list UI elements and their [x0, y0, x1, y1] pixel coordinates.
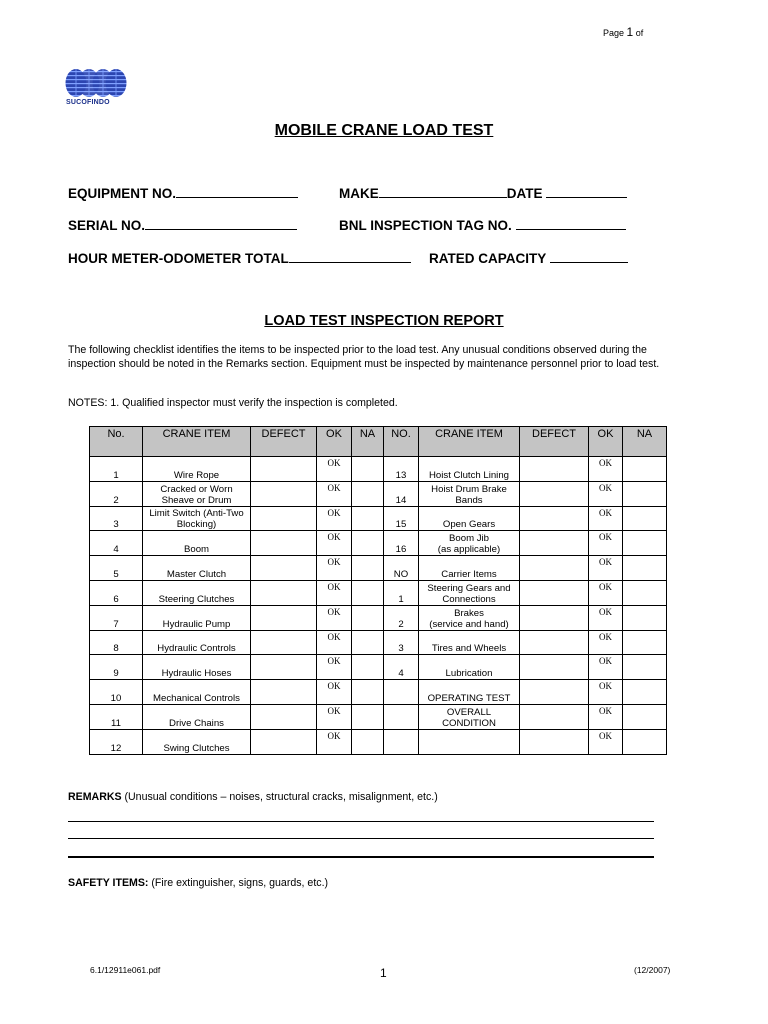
- remarks-hint: (Unusual conditions – noises, structural cracks, misalignment, etc.): [121, 791, 438, 803]
- header-cell: No.: [90, 427, 143, 457]
- defect-cell[interactable]: [520, 457, 589, 482]
- na-cell[interactable]: [352, 729, 384, 754]
- table-cell: 3: [384, 630, 419, 655]
- table-row: [90, 457, 667, 482]
- footer-file: 6.1/12911e061.pdf: [90, 965, 161, 975]
- defect-cell[interactable]: [520, 531, 589, 556]
- na-cell[interactable]: [623, 580, 667, 605]
- serial-no-line: [145, 217, 297, 230]
- safety-label: SAFETY ITEMS:: [68, 877, 149, 889]
- ok-cell[interactable]: OK: [589, 605, 623, 630]
- header-cell: OK: [589, 427, 623, 457]
- table-cell: 6: [90, 580, 143, 605]
- table-row: [90, 506, 667, 531]
- table-row: [90, 729, 667, 754]
- na-cell[interactable]: [352, 556, 384, 581]
- ok-cell[interactable]: OK: [317, 704, 352, 729]
- defect-cell[interactable]: [520, 655, 589, 680]
- ok-cell[interactable]: OK: [317, 580, 352, 605]
- na-cell[interactable]: [623, 481, 667, 506]
- table-cell: 10: [90, 680, 143, 705]
- ok-cell[interactable]: OK: [589, 580, 623, 605]
- header-cell: NO.: [384, 427, 419, 457]
- table-row: [90, 704, 667, 729]
- make-label: MAKE: [339, 186, 379, 201]
- ok-cell[interactable]: OK: [589, 630, 623, 655]
- ok-cell[interactable]: OK: [317, 531, 352, 556]
- header-cell: DEFECT: [251, 427, 317, 457]
- equipment-no-line: [176, 185, 298, 198]
- table-cell: 4: [90, 531, 143, 556]
- equipment-no-label: EQUIPMENT NO.: [68, 186, 177, 201]
- table-cell: [384, 704, 419, 729]
- defect-cell[interactable]: [520, 506, 589, 531]
- table-cell: 4: [384, 655, 419, 680]
- make-field[interactable]: [339, 185, 627, 201]
- defect-cell[interactable]: [251, 531, 317, 556]
- table-cell: Boom: [143, 531, 251, 556]
- remarks-section: [68, 791, 438, 803]
- table-cell: 15: [384, 506, 419, 531]
- ok-cell[interactable]: OK: [589, 704, 623, 729]
- table-row: [90, 655, 667, 680]
- hour-meter-field[interactable]: [68, 250, 411, 266]
- header-cell: OK: [317, 427, 352, 457]
- remarks-line-2[interactable]: [68, 838, 654, 839]
- table-cell: 14: [384, 481, 419, 506]
- ok-cell[interactable]: OK: [317, 630, 352, 655]
- ok-cell[interactable]: OK: [317, 680, 352, 705]
- ok-cell[interactable]: OK: [317, 605, 352, 630]
- header-cell: CRANE ITEM: [143, 427, 251, 457]
- ok-cell[interactable]: OK: [317, 481, 352, 506]
- ok-cell[interactable]: OK: [317, 506, 352, 531]
- table-row: [90, 680, 667, 705]
- rated-capacity-label: RATED CAPACITY: [429, 251, 547, 266]
- notes-text: NOTES: 1. Qualified inspector must verify the inspection is completed.: [68, 397, 398, 409]
- na-cell[interactable]: [352, 481, 384, 506]
- header-cell: DEFECT: [520, 427, 589, 457]
- table-cell: [419, 729, 520, 754]
- table-cell: Hydraulic Pump: [143, 605, 251, 630]
- table-cell: Master Clutch: [143, 556, 251, 581]
- page-label: Page: [603, 28, 625, 38]
- ok-cell[interactable]: OK: [589, 729, 623, 754]
- table-cell: Limit Switch (Anti-Two Blocking): [143, 506, 251, 531]
- ok-cell[interactable]: OK: [589, 556, 623, 581]
- ok-cell[interactable]: OK: [589, 457, 623, 482]
- defect-cell[interactable]: [520, 481, 589, 506]
- rated-capacity-line: [550, 250, 628, 263]
- header-cell: NA: [352, 427, 384, 457]
- report-title: LOAD TEST INSPECTION REPORT: [264, 313, 504, 329]
- na-cell[interactable]: [623, 506, 667, 531]
- defect-cell[interactable]: [251, 704, 317, 729]
- remarks-line-1[interactable]: [68, 821, 654, 822]
- defect-cell[interactable]: [520, 580, 589, 605]
- footer-page-number: 1: [380, 966, 387, 980]
- na-cell[interactable]: [623, 630, 667, 655]
- na-cell[interactable]: [352, 655, 384, 680]
- serial-no-field[interactable]: [68, 217, 297, 233]
- table-cell: Hoist Clutch Lining: [419, 457, 520, 482]
- defect-cell[interactable]: [251, 457, 317, 482]
- defect-cell[interactable]: [251, 680, 317, 705]
- table-cell: 9: [90, 655, 143, 680]
- ok-cell[interactable]: OK: [589, 481, 623, 506]
- table-cell: OPERATING TEST: [419, 680, 520, 705]
- table-row: [90, 580, 667, 605]
- make-line: [379, 185, 507, 198]
- ok-cell[interactable]: OK: [317, 655, 352, 680]
- na-cell[interactable]: [623, 457, 667, 482]
- defect-cell[interactable]: [520, 729, 589, 754]
- table-cell: NO: [384, 556, 419, 581]
- na-cell[interactable]: [623, 680, 667, 705]
- ok-cell[interactable]: OK: [589, 531, 623, 556]
- table-cell: [384, 729, 419, 754]
- serial-no-label: SERIAL NO.: [68, 218, 146, 233]
- defect-cell[interactable]: [251, 580, 317, 605]
- table-cell: Wire Rope: [143, 457, 251, 482]
- defect-cell[interactable]: [520, 630, 589, 655]
- table-cell: 1: [90, 457, 143, 482]
- table-cell: 1: [384, 580, 419, 605]
- hour-meter-label: HOUR METER-ODOMETER TOTAL: [68, 251, 289, 266]
- table-cell: 7: [90, 605, 143, 630]
- table-cell: 5: [90, 556, 143, 581]
- page-number: 1: [626, 25, 634, 39]
- na-cell[interactable]: [623, 556, 667, 581]
- na-cell[interactable]: [352, 531, 384, 556]
- inspection-table: [89, 426, 667, 755]
- defect-cell[interactable]: [520, 704, 589, 729]
- rated-capacity-field[interactable]: [429, 250, 628, 266]
- ok-cell[interactable]: OK: [317, 457, 352, 482]
- table-cell: Swing Clutches: [143, 729, 251, 754]
- defect-cell[interactable]: [251, 481, 317, 506]
- table-cell: Cracked or Worn Sheave or Drum: [143, 481, 251, 506]
- ok-cell[interactable]: OK: [317, 729, 352, 754]
- table-cell: 11: [90, 704, 143, 729]
- na-cell[interactable]: [623, 531, 667, 556]
- na-cell[interactable]: [623, 704, 667, 729]
- date-line: [546, 185, 627, 198]
- defect-cell[interactable]: [251, 655, 317, 680]
- table-cell: 8: [90, 630, 143, 655]
- table-cell: Open Gears: [419, 506, 520, 531]
- page-title: MOBILE CRANE LOAD TEST: [274, 122, 494, 139]
- table-cell: Hoist Drum Brake Bands: [419, 481, 520, 506]
- table-cell: Tires and Wheels: [419, 630, 520, 655]
- logo-text: SUCOFINDO: [66, 99, 110, 106]
- intro-text: The following checklist identifies the items to be inspected prior to the load test. Any unusual conditions observed during the inspection should be noted in the Remarks section. Equipment must be inspected by maintenance personnel prior to load test.: [68, 344, 660, 370]
- table-cell: 13: [384, 457, 419, 482]
- header-cell: NA: [623, 427, 667, 457]
- table-cell: 16: [384, 531, 419, 556]
- table-row: [90, 531, 667, 556]
- table-cell: Steering Gears and Connections: [419, 580, 520, 605]
- safety-section: [68, 877, 328, 889]
- na-cell[interactable]: [352, 457, 384, 482]
- table-cell: [384, 680, 419, 705]
- table-cell: Hydraulic Controls: [143, 630, 251, 655]
- table-row: [90, 556, 667, 581]
- table-cell: Brakes (service and hand): [419, 605, 520, 630]
- table-cell: Steering Clutches: [143, 580, 251, 605]
- remarks-line-3[interactable]: [68, 856, 654, 858]
- table-cell: OVERALL CONDITION: [419, 704, 520, 729]
- defect-cell[interactable]: [251, 556, 317, 581]
- table-cell: Lubrication: [419, 655, 520, 680]
- table-cell: 2: [384, 605, 419, 630]
- na-cell[interactable]: [623, 655, 667, 680]
- defect-cell[interactable]: [251, 605, 317, 630]
- table-cell: 12: [90, 729, 143, 754]
- header-cell: CRANE ITEM: [419, 427, 520, 457]
- table-row: [90, 481, 667, 506]
- page-of-label: of: [635, 28, 644, 38]
- bnl-tag-line: [516, 217, 626, 230]
- defect-cell[interactable]: [520, 680, 589, 705]
- hour-meter-line: [289, 250, 411, 263]
- table-cell: Carrier Items: [419, 556, 520, 581]
- table-cell: Boom Jib (as applicable): [419, 531, 520, 556]
- ok-cell[interactable]: OK: [317, 556, 352, 581]
- remarks-label: REMARKS: [68, 791, 122, 803]
- date-label: DATE: [506, 186, 543, 201]
- na-cell[interactable]: [352, 630, 384, 655]
- defect-cell[interactable]: [251, 506, 317, 531]
- table-cell: Hydraulic Hoses: [143, 655, 251, 680]
- defect-cell[interactable]: [520, 605, 589, 630]
- equipment-no-field[interactable]: [68, 185, 298, 201]
- table-row: [90, 605, 667, 630]
- table-cell: 2: [90, 481, 143, 506]
- table-cell: 3: [90, 506, 143, 531]
- na-cell[interactable]: [352, 605, 384, 630]
- na-cell[interactable]: [352, 580, 384, 605]
- table-row: [90, 630, 667, 655]
- na-cell[interactable]: [623, 729, 667, 754]
- ok-cell[interactable]: OK: [589, 655, 623, 680]
- page-indicator: [603, 25, 643, 39]
- defect-cell[interactable]: [251, 729, 317, 754]
- na-cell[interactable]: [352, 704, 384, 729]
- ok-cell[interactable]: OK: [589, 680, 623, 705]
- na-cell[interactable]: [352, 506, 384, 531]
- ok-cell[interactable]: OK: [589, 506, 623, 531]
- safety-hint: (Fire extinguisher, signs, guards, etc.): [148, 877, 329, 889]
- table-cell: Mechanical Controls: [143, 680, 251, 705]
- defect-cell[interactable]: [520, 556, 589, 581]
- defect-cell[interactable]: [251, 630, 317, 655]
- na-cell[interactable]: [623, 605, 667, 630]
- table-header-row: [90, 427, 667, 457]
- bnl-tag-field[interactable]: [339, 217, 626, 233]
- bnl-tag-label: BNL INSPECTION TAG NO.: [339, 218, 512, 233]
- na-cell[interactable]: [352, 680, 384, 705]
- footer-date: (12/2007): [634, 965, 671, 975]
- table-cell: Drive Chains: [143, 704, 251, 729]
